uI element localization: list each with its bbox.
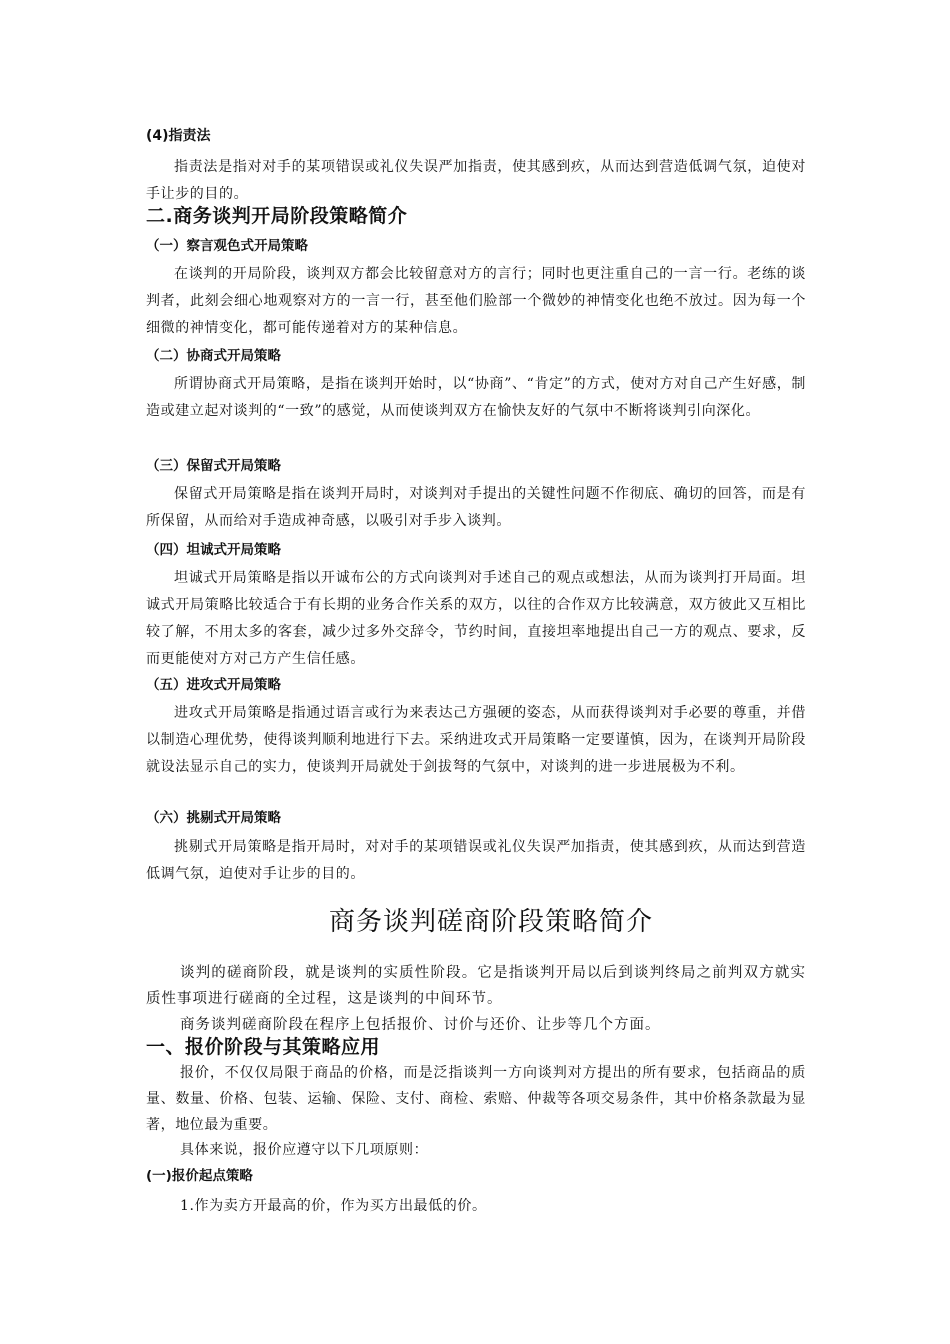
- subsection-4-paragraph: 坦诚式开局策略是指以开诚布公的方式向谈判对手述自己的观点或想法，从而为谈判打开局面。坦诚式开局策略比较适合于有长期的业务合作关系的双方，以往的合作双方比较满意，双方彼此又互相比较了解，不用太多的客套，减少过多外交辞令，节约时间，直接坦率地提出自己一方的观点、要求，反而更能使对方对己方产生信任感。: [146, 570, 806, 667]
- subsection-5-paragraph: 进攻式开局策略是指通过语言或行为来表达己方强硬的姿态，从而获得谈判对手必要的尊重，并借以制造心理优势，使得谈判顺利地进行下去。采纳进攻式开局策略一定要谨慎，因为，在谈判开局阶段就设法显示自己的实力，使谈判开局就处于剑拔弩的气氛中，对谈判的进一步进展极为不利。: [146, 705, 806, 775]
- subsection-1-paragraph: 在谈判的开局阶段，谈判双方都会比较留意对方的言行；同时也更注重自己的一言一行。老练的谈判者，此刻会细心地观察对方的一言一行，甚至他们脸部一个微妙的神情变化也绝不放过。因为每一个细微的神情变化，都可能传递着对方的某种信息。: [146, 266, 806, 336]
- intro-paragraph-1: 谈判的磋商阶段，就是谈判的实质性阶段。它是指谈判开局以后到谈判终局之前判双方就实质性事项进行磋商的全过程，这是谈判的中间环节。: [146, 965, 806, 1007]
- subsection-1-heading: （一）察言观色式开局策略: [146, 238, 308, 254]
- subsection-3-paragraph: 保留式开局策略是指在谈判开局时，对谈判对手提出的关键性问题不作彻底、确切的回答，而是有所保留，从而给对手造成神奇感，以吸引对手步入谈判。: [146, 486, 806, 529]
- subsection-4-heading: （四）坦诚式开局策略: [146, 542, 281, 558]
- subsection-6-heading: （六）挑剔式开局策略: [146, 810, 281, 826]
- pricing-start-heading: (一)报价起点策略: [146, 1168, 253, 1184]
- subsection-2-heading: （二）协商式开局策略: [146, 348, 281, 364]
- intro-paragraph-2: 商务谈判磋商阶段在程序上包括报价、讨价与还价、让步等几个方面。: [180, 1017, 661, 1033]
- section-4-paragraph: 指责法是指对对手的某项错误或礼仪失误严加指责，使其感到疚，从而达到营造低调气氛，迫使对手让步的目的。: [146, 159, 806, 202]
- section-one-paragraph-1: 报价，不仅仅局限于商品的价格，而是泛指谈判一方向谈判对方提出的所有要求，包括商品的质量、数量、价格、包装、运输、保险、支付、商检、索赔、仲裁等各项交易条件，其中价格条款最为显著，地位最为重要。: [146, 1065, 806, 1133]
- subsection-6-paragraph: 挑剔式开局策略是指开局时，对对手的某项错误或礼仪失误严加指责，使其感到疚，从而达到营造低调气氛，迫使对手让步的目的。: [146, 839, 806, 882]
- pricing-item-1: 1.作为卖方开最高的价，作为买方出最低的价。: [180, 1198, 487, 1214]
- subsection-3-heading: （三）保留式开局策略: [146, 458, 281, 474]
- section-one-paragraph-2: 具体来说，报价应遵守以下几项原则：: [180, 1142, 429, 1158]
- main-title: 商务谈判磋商阶段策略简介: [328, 907, 653, 937]
- subsection-5-heading: （五）进攻式开局策略: [146, 677, 281, 693]
- section-one-heading: 一、报价阶段与其策略应用: [146, 1036, 381, 1058]
- section-two-heading: 二.商务谈判开局阶段策略简介: [146, 205, 408, 227]
- subsection-2-paragraph: 所谓协商式开局策略，是指在谈判开始时，以“协商”、“肯定”的方式，使对方对自己产生好感，制造或建立起对谈判的“一致”的感觉，从而使谈判双方在愉快友好的气氛中不断将谈判引向深化。: [146, 376, 806, 419]
- section-4-heading: (4)指责法: [146, 128, 211, 144]
